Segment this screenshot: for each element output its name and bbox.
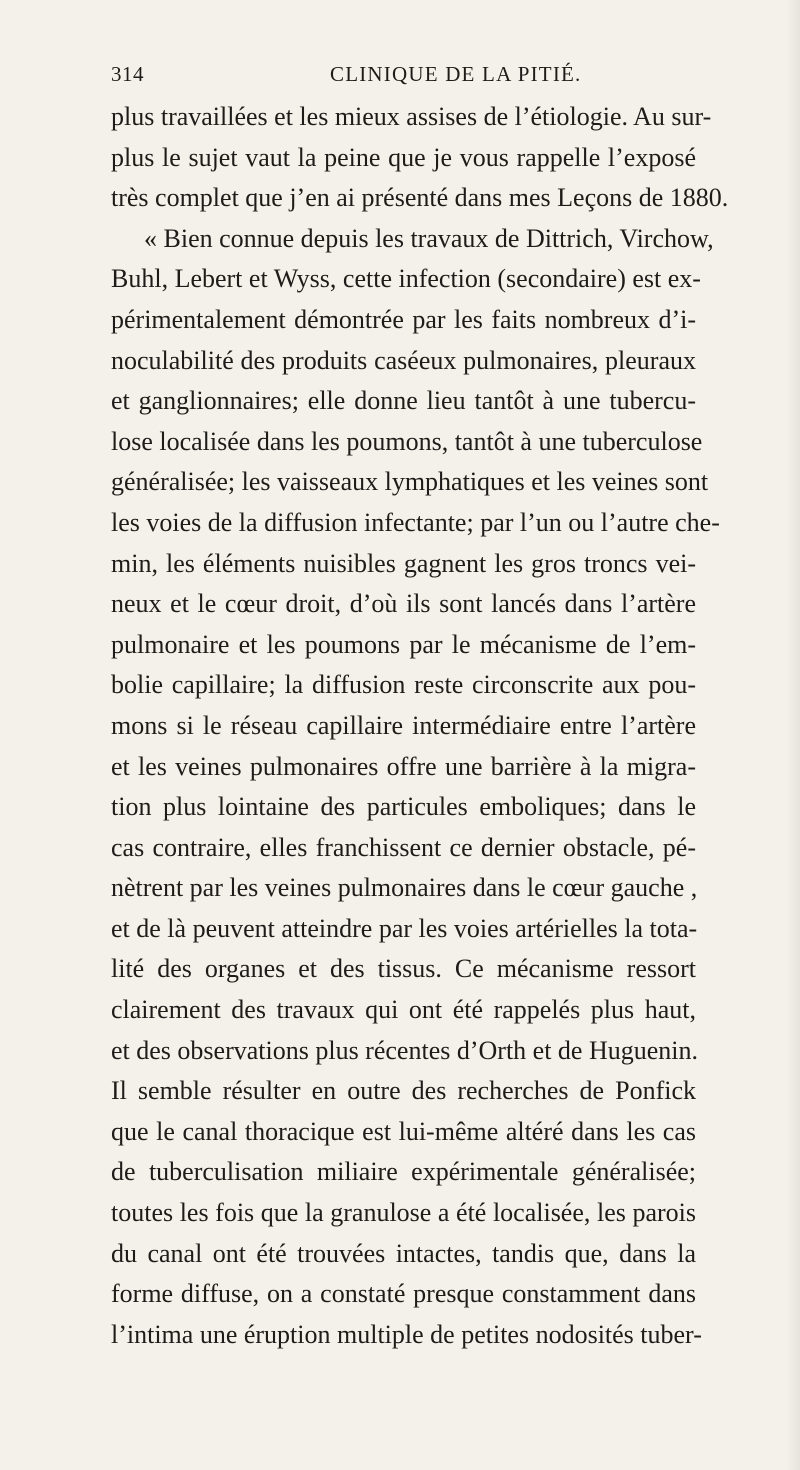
- text-line: de tuberculisation miliaire expérimentale généralisée;: [111, 1157, 696, 1187]
- text-line: neux et le cœur droit, d’où ils sont lancés dans l’artère: [111, 589, 696, 619]
- text-line: bolie capillaire; la diffusion reste circonscrite aux pou-: [111, 670, 696, 700]
- text-line: Il semble résulter en outre des recherches de Ponfick: [111, 1076, 696, 1106]
- body-text: [111, 97, 729, 1355]
- text-line: min, les éléments nuisibles gagnent les gros troncs vei-: [111, 548, 696, 578]
- text-line: l’intima une éruption multiple de petites nodosités tuber-: [111, 1319, 702, 1349]
- text-line: très complet que j’en ai présenté dans mes Leçons de 1880.: [111, 183, 729, 213]
- text-line: du canal ont été trouvées intactes, tandis que, dans la: [111, 1238, 696, 1268]
- text-line: lité des organes et des tissus. Ce mécanisme ressort: [111, 954, 696, 984]
- text-line: Buhl, Lebert et Wyss, cette infection (secondaire) est ex-: [111, 264, 701, 294]
- text-line: et des observations plus récentes d’Orth et de Huguenin.: [111, 1035, 699, 1065]
- text-line: et les veines pulmonaires offre une barrière à la migra-: [111, 751, 696, 781]
- page-number: 314: [111, 62, 144, 86]
- text-line: clairement des travaux qui ont été rappelés plus haut,: [111, 995, 696, 1025]
- text-line: périmentalement démontrée par les faits nombreux d’i-: [111, 304, 696, 334]
- text-line: mons si le réseau capillaire intermédiaire entre l’artère: [111, 710, 696, 740]
- text-line: que le canal thoracique est lui-même altéré dans les cas: [111, 1116, 696, 1146]
- text-line: pulmonaire et les poumons par le mécanisme de l’em-: [111, 629, 696, 659]
- text-line: cas contraire, elles franchissent ce dernier obstacle, pé-: [111, 832, 696, 862]
- text-line: et de là peuvent atteindre par les voies artérielles la tota-: [111, 913, 698, 943]
- text-line: nètrent par les veines pulmonaires dans le cœur gauche ,: [111, 873, 698, 903]
- text-line: et ganglionnaires; elle donne lieu tantôt à une tubercu-: [111, 386, 696, 416]
- running-head: CLINIQUE DE LA PITIÉ.: [330, 62, 582, 86]
- text-line: lose localisée dans les poumons, tantôt à une tuberculose: [111, 426, 703, 456]
- page-edge-shadow: [786, 0, 800, 1470]
- text-line: généralisée; les vaisseaux lymphatiques et les veines sont: [111, 467, 709, 497]
- text-line: forme diffuse, on a constaté presque constamment dans: [111, 1279, 696, 1309]
- text-line: les voies de la diffusion infectante; par l’un ou l’autre che-: [111, 507, 720, 537]
- text-line: toutes les fois que la granulose a été localisée, les parois: [111, 1198, 696, 1228]
- text-line: plus travaillées et les mieux assises de l’étiologie. Au sur-: [111, 102, 712, 131]
- page-header: [111, 62, 693, 92]
- text-line: tion plus lointaine des particules emboliques; dans le: [111, 792, 696, 822]
- text-line: noculabilité des produits caséeux pulmonaires, pleuraux: [111, 345, 696, 375]
- text-line: plus le sujet vaut la peine que je vous rappelle l’exposé: [111, 142, 696, 172]
- text-line: « Bien connue depuis les travaux de Dittrich, Virchow,: [144, 223, 714, 253]
